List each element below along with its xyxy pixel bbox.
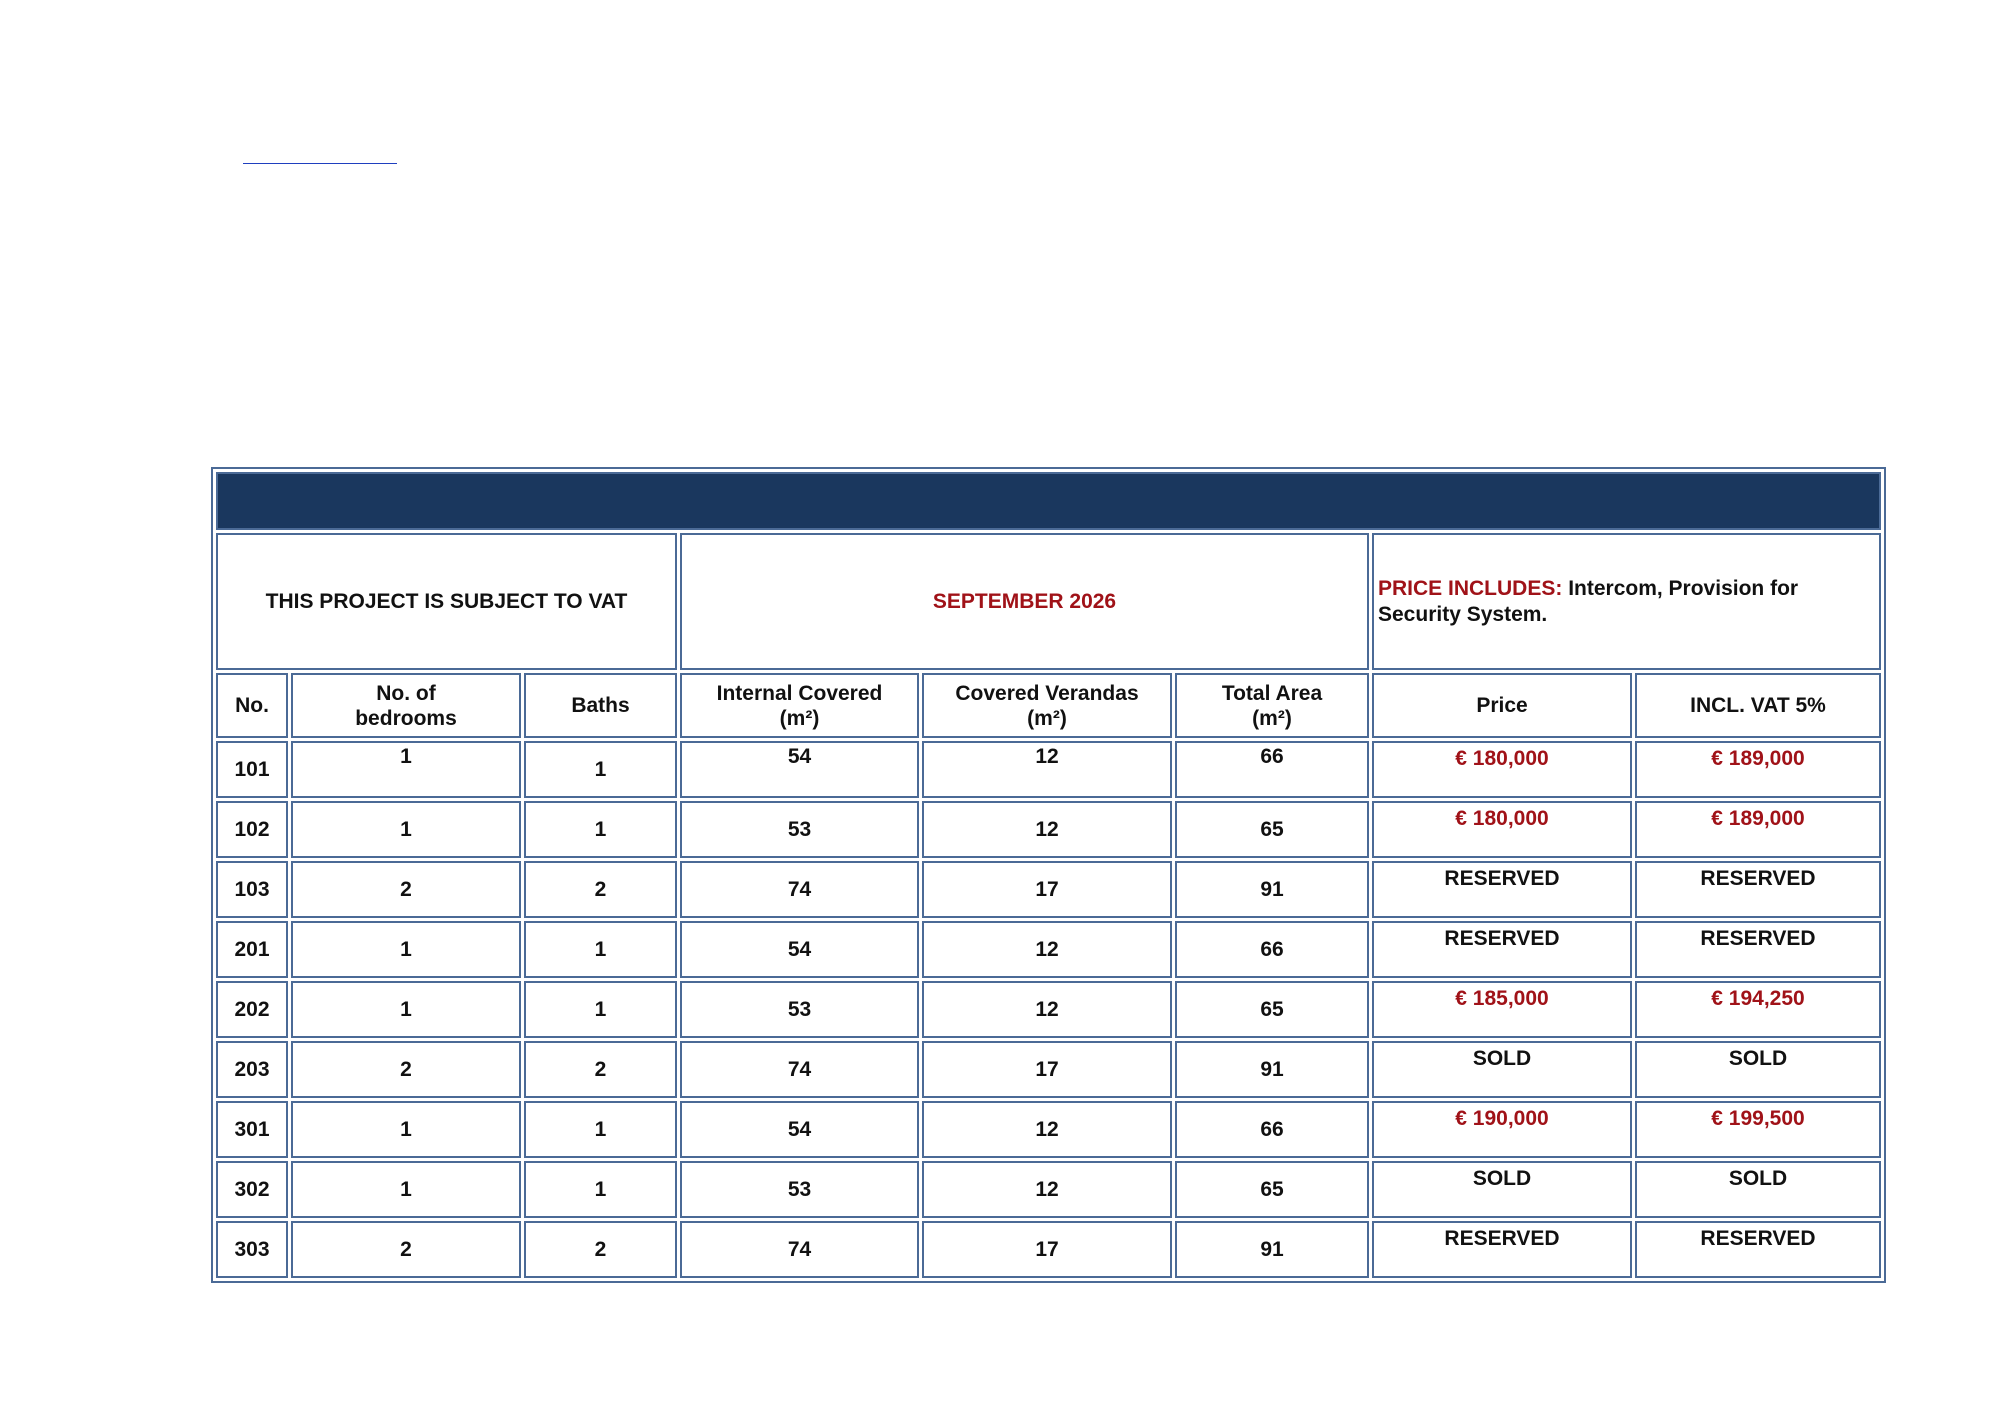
cell-covered-verandas: 12 [922,981,1172,1038]
price-list-date: SEPTEMBER 2026 [680,533,1369,670]
cell-bedrooms: 1 [291,981,521,1038]
cell-internal-covered: 54 [680,741,919,798]
cell-total-area: 91 [1175,1221,1369,1278]
cell-bedrooms: 2 [291,1221,521,1278]
table-row [216,1221,1881,1278]
table-row [216,861,1881,918]
col-header-bedrooms: No. of bedrooms [291,673,521,738]
cell-unit-no: 302 [216,1161,288,1218]
cell-baths: 2 [524,861,677,918]
cell-covered-verandas: 12 [922,801,1172,858]
cell-total-area: 65 [1175,801,1369,858]
cell-covered-verandas: 12 [922,921,1172,978]
cell-total-area: 66 [1175,741,1369,798]
cell-covered-verandas: 12 [922,1161,1172,1218]
cell-internal-covered: 53 [680,981,919,1038]
cell-internal-covered: 54 [680,921,919,978]
cell-baths: 1 [524,741,677,798]
cell-baths: 1 [524,921,677,978]
column-header-row [216,673,1881,738]
cell-price: RESERVED [1372,921,1632,978]
cell-unit-no: 201 [216,921,288,978]
cell-price: € 185,000 [1372,981,1632,1038]
cell-bedrooms: 1 [291,1101,521,1158]
cell-internal-covered: 74 [680,1041,919,1098]
cell-price: SOLD [1372,1041,1632,1098]
cell-unit-no: 103 [216,861,288,918]
cell-total-area: 91 [1175,1041,1369,1098]
cell-price-vat: SOLD [1635,1161,1881,1218]
table-row [216,1161,1881,1218]
cell-covered-verandas: 17 [922,861,1172,918]
cell-internal-covered: 53 [680,1161,919,1218]
cell-internal-covered: 74 [680,1221,919,1278]
banner-row [216,472,1881,530]
cell-price-vat: € 189,000 [1635,741,1881,798]
cell-baths: 2 [524,1221,677,1278]
cell-total-area: 91 [1175,861,1369,918]
cell-covered-verandas: 12 [922,741,1172,798]
cell-bedrooms: 1 [291,801,521,858]
col-header-total-area: Total Area (m²) [1175,673,1369,738]
cell-price-vat: RESERVED [1635,1221,1881,1278]
cell-total-area: 66 [1175,1101,1369,1158]
cell-bedrooms: 2 [291,1041,521,1098]
cell-internal-covered: 54 [680,1101,919,1158]
cell-baths: 1 [524,1161,677,1218]
cell-total-area: 66 [1175,921,1369,978]
table-row [216,1041,1881,1098]
cell-baths: 2 [524,1041,677,1098]
cell-price-vat: RESERVED [1635,861,1881,918]
col-header-baths: Baths [524,673,677,738]
cell-total-area: 65 [1175,1161,1369,1218]
cell-price: € 180,000 [1372,741,1632,798]
cell-bedrooms: 1 [291,921,521,978]
col-header-price: Price [1372,673,1632,738]
cell-covered-verandas: 17 [922,1221,1172,1278]
cell-covered-verandas: 12 [922,1101,1172,1158]
cell-unit-no: 202 [216,981,288,1038]
cell-internal-covered: 53 [680,801,919,858]
cell-unit-no: 101 [216,741,288,798]
info-row [216,533,1881,670]
cell-price: RESERVED [1372,1221,1632,1278]
cell-unit-no: 102 [216,801,288,858]
top-link-underline[interactable] [243,163,397,164]
cell-bedrooms: 1 [291,741,521,798]
price-list-table [211,467,1886,1283]
price-includes-label: PRICE INCLUDES: [1378,576,1563,600]
cell-price: RESERVED [1372,861,1632,918]
col-header-covered-verandas: Covered Verandas (m²) [922,673,1172,738]
table-banner [216,472,1881,530]
cell-unit-no: 303 [216,1221,288,1278]
table-row [216,741,1881,798]
cell-internal-covered: 74 [680,861,919,918]
table-row [216,801,1881,858]
cell-baths: 1 [524,981,677,1038]
col-header-price-vat: INCL. VAT 5% [1635,673,1881,738]
cell-price-vat: € 199,500 [1635,1101,1881,1158]
col-header-internal-covered: Internal Covered (m²) [680,673,919,738]
cell-price: € 180,000 [1372,801,1632,858]
cell-bedrooms: 1 [291,1161,521,1218]
cell-baths: 1 [524,801,677,858]
cell-price: SOLD [1372,1161,1632,1218]
cell-total-area: 65 [1175,981,1369,1038]
cell-covered-verandas: 17 [922,1041,1172,1098]
cell-bedrooms: 2 [291,861,521,918]
cell-baths: 1 [524,1101,677,1158]
cell-price-vat: € 189,000 [1635,801,1881,858]
cell-price-vat: SOLD [1635,1041,1881,1098]
cell-unit-no: 203 [216,1041,288,1098]
table-row [216,981,1881,1038]
cell-price: € 190,000 [1372,1101,1632,1158]
cell-price-vat: RESERVED [1635,921,1881,978]
vat-note: THIS PROJECT IS SUBJECT TO VAT [216,533,677,670]
cell-unit-no: 301 [216,1101,288,1158]
table-row [216,921,1881,978]
col-header-no: No. [216,673,288,738]
cell-price-vat: € 194,250 [1635,981,1881,1038]
price-includes-text: Intercom, Provision for Security System. [1378,576,1799,626]
price-includes-note [1372,533,1881,670]
table-row [216,1101,1881,1158]
